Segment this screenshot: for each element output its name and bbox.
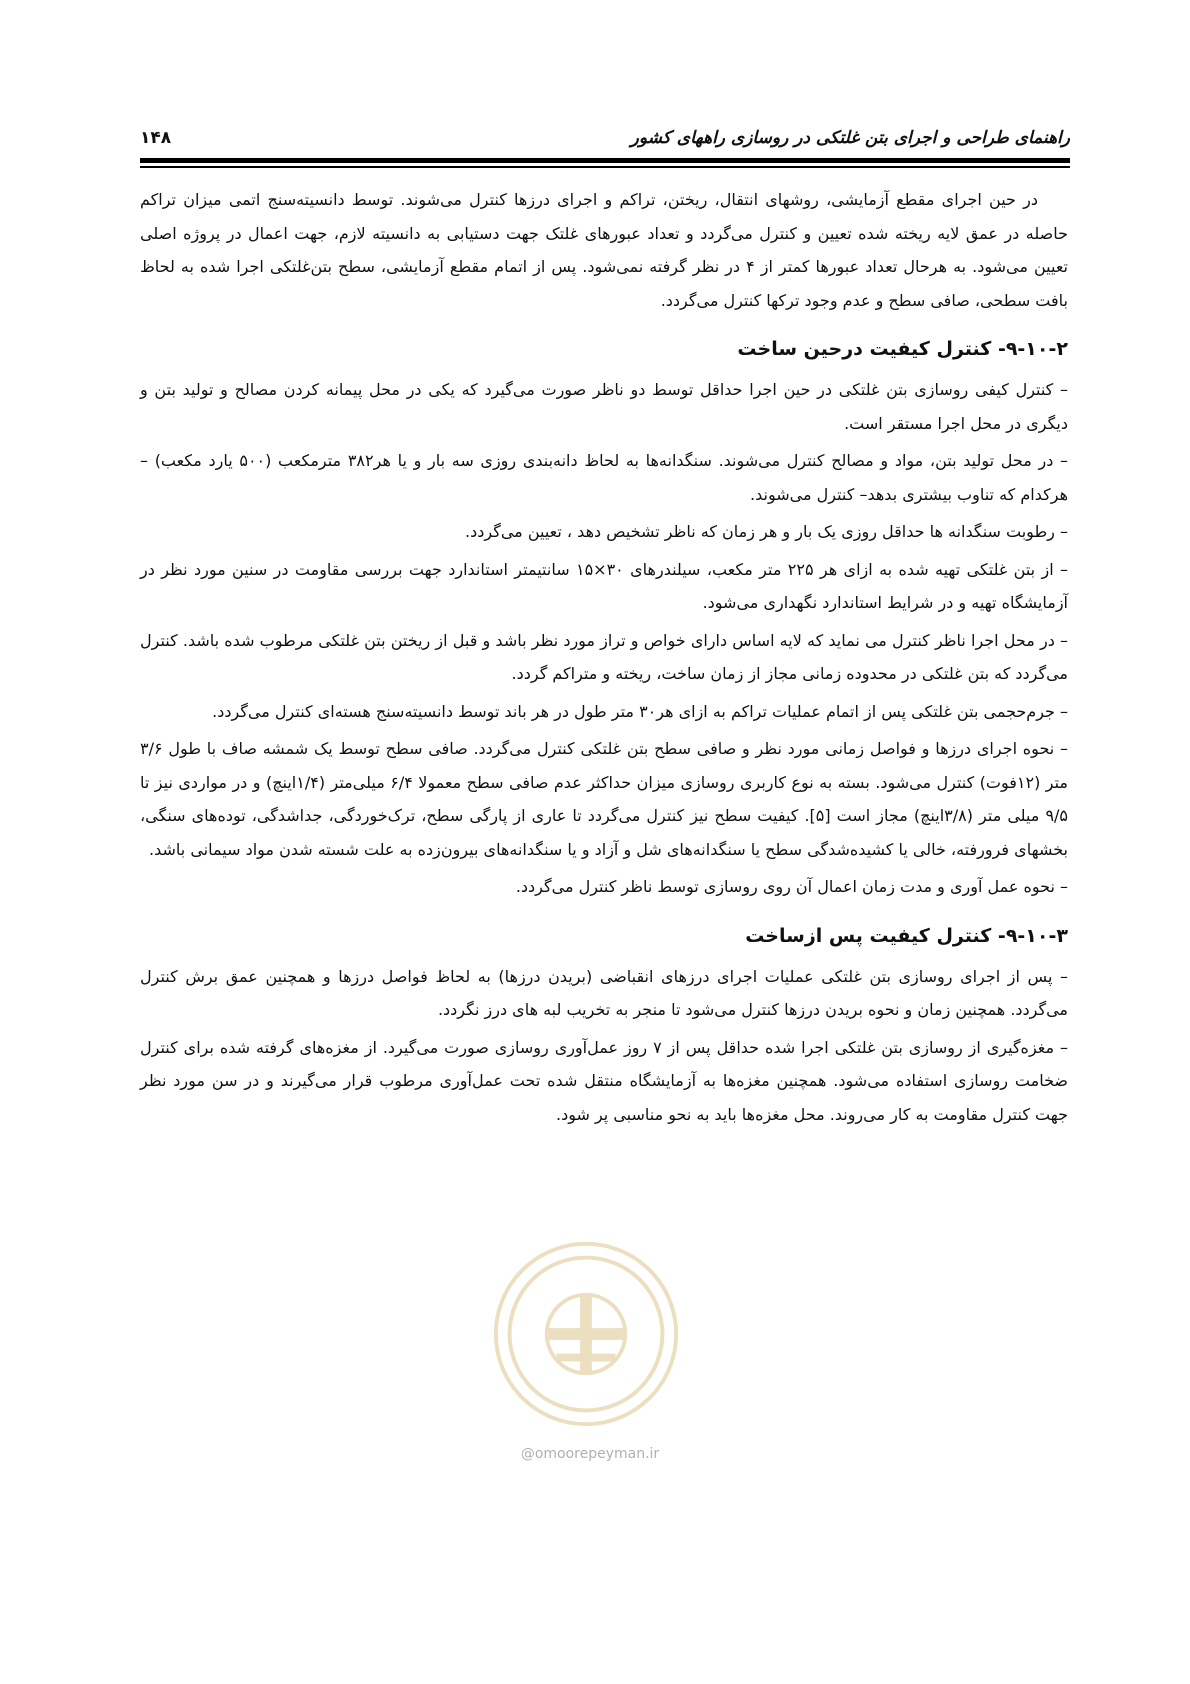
list-item: – نحوه اجرای درزها و فواصل زمانی مورد نظر و صافی سطح بتن غلتکی کنترل می‌گردد. صافی سطح توسط یک شمشه صاف با طول ۳/۶ متر (۱۲فوت) کنترل می‌شود. بسته به نوع کاربری روسازی میزان حداکثر عدم صافی سطح معمولا ۶/۴ میلی‌متر (۱/۴اینچ) و در مواردی نیز تا ۹/۵ میلی متر (۳/۸اینچ) مجاز است [۵]. کیفیت سطح نیز کنترل می‌گردد تا عاری از پارگی سطح، ترک‌خوردگی، جداشدگی، توده‌های سنگی، بخشهای فرورفته، خالی یا کشیده‌شدگی سطح یا سنگدانه‌های شل و آزاد و یا سنگدانه‌های بیرون‌زده به علت شسته شدن مواد سیمانی باشد. xyxy=(140,739,1069,859)
list-item: – جرم‌حجمی بتن غلتکی پس از اتمام عملیات تراکم به ازای هر۳۰ متر طول در هر باند توسط دانسیته‌سنج هسته‌ای کنترل می‌گردد. xyxy=(212,701,1068,721)
body-text xyxy=(140,183,1068,1135)
list-item: – رطوبت سنگدانه ها حداقل روزی یک بار و هر زمان که ناظر تشخیص دهد ، تعیین می‌گردد. xyxy=(465,522,1068,541)
list-item: – در محل اجرا ناظر کنترل می نماید که لایه اساس دارای خواص و تراز مورد نظر باشد و قبل از ریختن بتن غلتکی مرطوب شده باشد. کنترل می‌گردد که بتن غلتکی در محدوده زمانی مجاز از زمان ساخت، ریخته و متراکم گردد. xyxy=(140,630,1068,683)
list-item: – مغزه‌گیری از روسازی بتن غلتکی اجرا شده حداقل پس از ۷ روز عمل‌آوری روسازی صورت می‌گیرد. از مغزه‌های گرفته شده برای کنترل ضخامت روسازی استفاده می‌شود. همچنین مغزه‌ها به آزمایشگاه منتقل شده تحت عمل‌آوری مرطوب قرار می‌گیرند و در سن مورد نظر جهت کنترل مقاومت به کار می‌روند. محل مغزه‌ها باید به نحو مناسبی پر شود. xyxy=(140,1037,1068,1124)
watermark-url: @omoorepeyman.ir xyxy=(520,1446,660,1462)
list-item: – کنترل کیفی روسازی بتن غلتکی در حین اجرا حداقل توسط دو ناظر صورت می‌گیرد که یکی در محل پیمانه کردن مصالح و تولید بتن و دیگری در محل اجرا مستقر است. xyxy=(140,380,1068,433)
page-number: ۱۴۸ xyxy=(140,128,172,148)
section-heading-after-construction: ۹-۱۰-۳- کنترل کیفیت پس ازساخت xyxy=(745,924,1068,947)
intro-paragraph: در حین اجرای مقطع آزمایشی، روشهای انتقال، ریختن، تراکم و اجرای درزها کنترل می‌شوند. توسط دانسیته‌سنج اتمی میزان تراکم حاصله در عمق لایه ریخته شده تعیین و کنترل می‌گردد و تعداد عبورهای غلتک جهت دستیابی به دانسیته لازم، جهت اعمال در پروژه اصلی تعیین می‌شود. به هرحال تعداد عبورها کمتر از ۴ در نظر گرفته نمی‌شود. پس از اتمام مقطع آزمایشی، سطح بتن‌غلتکی اجرا شده به لحاظ بافت سطحی، صافی سطح و عدم وجود ترکها کنترل می‌گردد. xyxy=(140,190,1068,310)
list-item: – در محل تولید بتن، مواد و مصالح کنترل می‌شوند. سنگدانه‌ها به لحاظ دانه‌بندی روزی سه بار و یا هر۳۸۲ مترمکعب (۵۰۰ یارد مکعب) –هرکدام که تناوب بیشتری بدهد– کنترل می‌شوند. xyxy=(140,451,1069,504)
list-item: – نحوه عمل آوری و مدت زمان اعمال آن روی روسازی توسط ناظر کنترل می‌گردد. xyxy=(515,877,1068,896)
header-title: راهنمای طراحی و اجرای بتن غلتکی در روسازی راههای کشور xyxy=(630,128,1070,148)
list-item: – پس از اجرای روسازی بتن غلتکی عملیات اجرای درزهای انقباضی (بریدن درزها) به لحاظ فواصل درزها و همچنین عمق برش کنترل می‌گردد. همچنین زمان و نحوه بریدن درزها کنترل می‌شود تا منجر به تخریب لبه های درز نگردد. xyxy=(140,966,1068,1019)
header-rule-thin xyxy=(140,166,1070,168)
running-header xyxy=(140,128,1070,158)
watermark-seal-icon xyxy=(488,1236,684,1432)
header-rule-thick xyxy=(140,158,1070,163)
section-heading-during-construction: ۹-۱۰-۲- کنترل کیفیت درحین ساخت xyxy=(737,338,1068,360)
list-item: – از بتن غلتکی تهیه شده به ازای هر ۲۲۵ متر مکعب، سیلندرهای ۳۰×۱۵ سانتیمتر استاندارد جهت بررسی مقاومت در سنین مورد نظر در آزمایشگاه تهیه و در شرایط استاندارد نگهداری می‌شود. xyxy=(140,559,1069,612)
